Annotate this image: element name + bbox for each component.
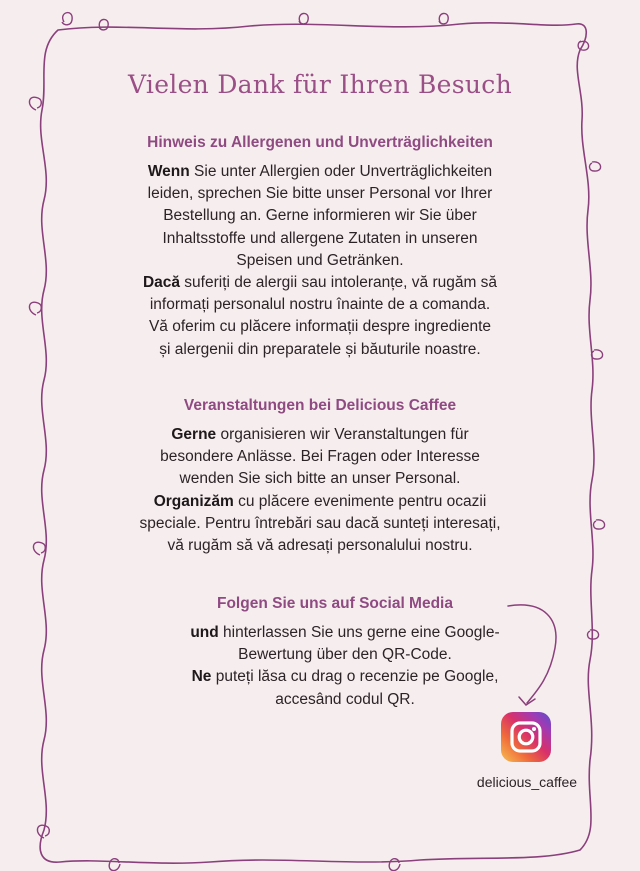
allergens-heading: Hinweis zu Allergenen und Unverträglichkeiten — [147, 134, 493, 151]
social-heading: Folgen Sie uns auf Social Media — [217, 595, 453, 612]
events-de-text: Gerne organisieren wir Veranstaltungen für besondere Anlässe. Bei Fragen oder Interesse wenden Sie sich bitte an unser Personal. — [160, 426, 480, 488]
social-de-text: und hinterlassen Sie uns gerne eine Google- Bewertung über den QR-Code. — [190, 624, 500, 664]
events-ro-bold: Organizăm — [153, 492, 234, 510]
allergens-ro-bold: Dacă — [142, 274, 180, 292]
events-section — [0, 397, 640, 557]
events-heading: Veranstaltungen bei Delicious Caffee — [183, 397, 457, 414]
page-title: Vielen Dank für Ihren Besuch — [127, 70, 512, 99]
events-ro-text: Organizăm cu plăcere evenimente pentru ocazii speciale. Pentru întrebări sau dacă sunteți interesați, vă rugăm să vă adresați personalului nostru. — [139, 492, 501, 555]
social-ro-bold: Ne — [191, 668, 212, 686]
instagram-handle[interactable]: delicious_caffee — [476, 774, 578, 790]
allergens-de-bold: Wenn — [147, 163, 190, 180]
allergens-de-text: Wenn Sie unter Allergien oder Unverträglichkeiten leiden, sprechen Sie bitte unser Personal vor Ihrer Bestellung an. Gerne informieren wir Sie über Inhaltsstoffe und allergene Zutaten in unseren Speisen und Getränken. — [147, 163, 493, 269]
social-section — [0, 595, 630, 711]
instagram-icon[interactable] — [501, 712, 551, 762]
allergens-section — [0, 134, 640, 361]
events-de-bold: Gerne — [171, 426, 217, 443]
social-ro-text: Ne puteți lăsa cu drag o recenzie pe Google, accesând codul QR. — [191, 668, 499, 708]
social-de-bold: und — [190, 624, 219, 641]
allergens-ro-text: Dacă suferiți de alergii sau intoleranțe, vă rugăm să informați personalul nostru înainte de a comanda. Vă oferim cu plăcere informații despre ingrediente și alergenii din preparatele și băuturile noastre. — [142, 274, 498, 358]
